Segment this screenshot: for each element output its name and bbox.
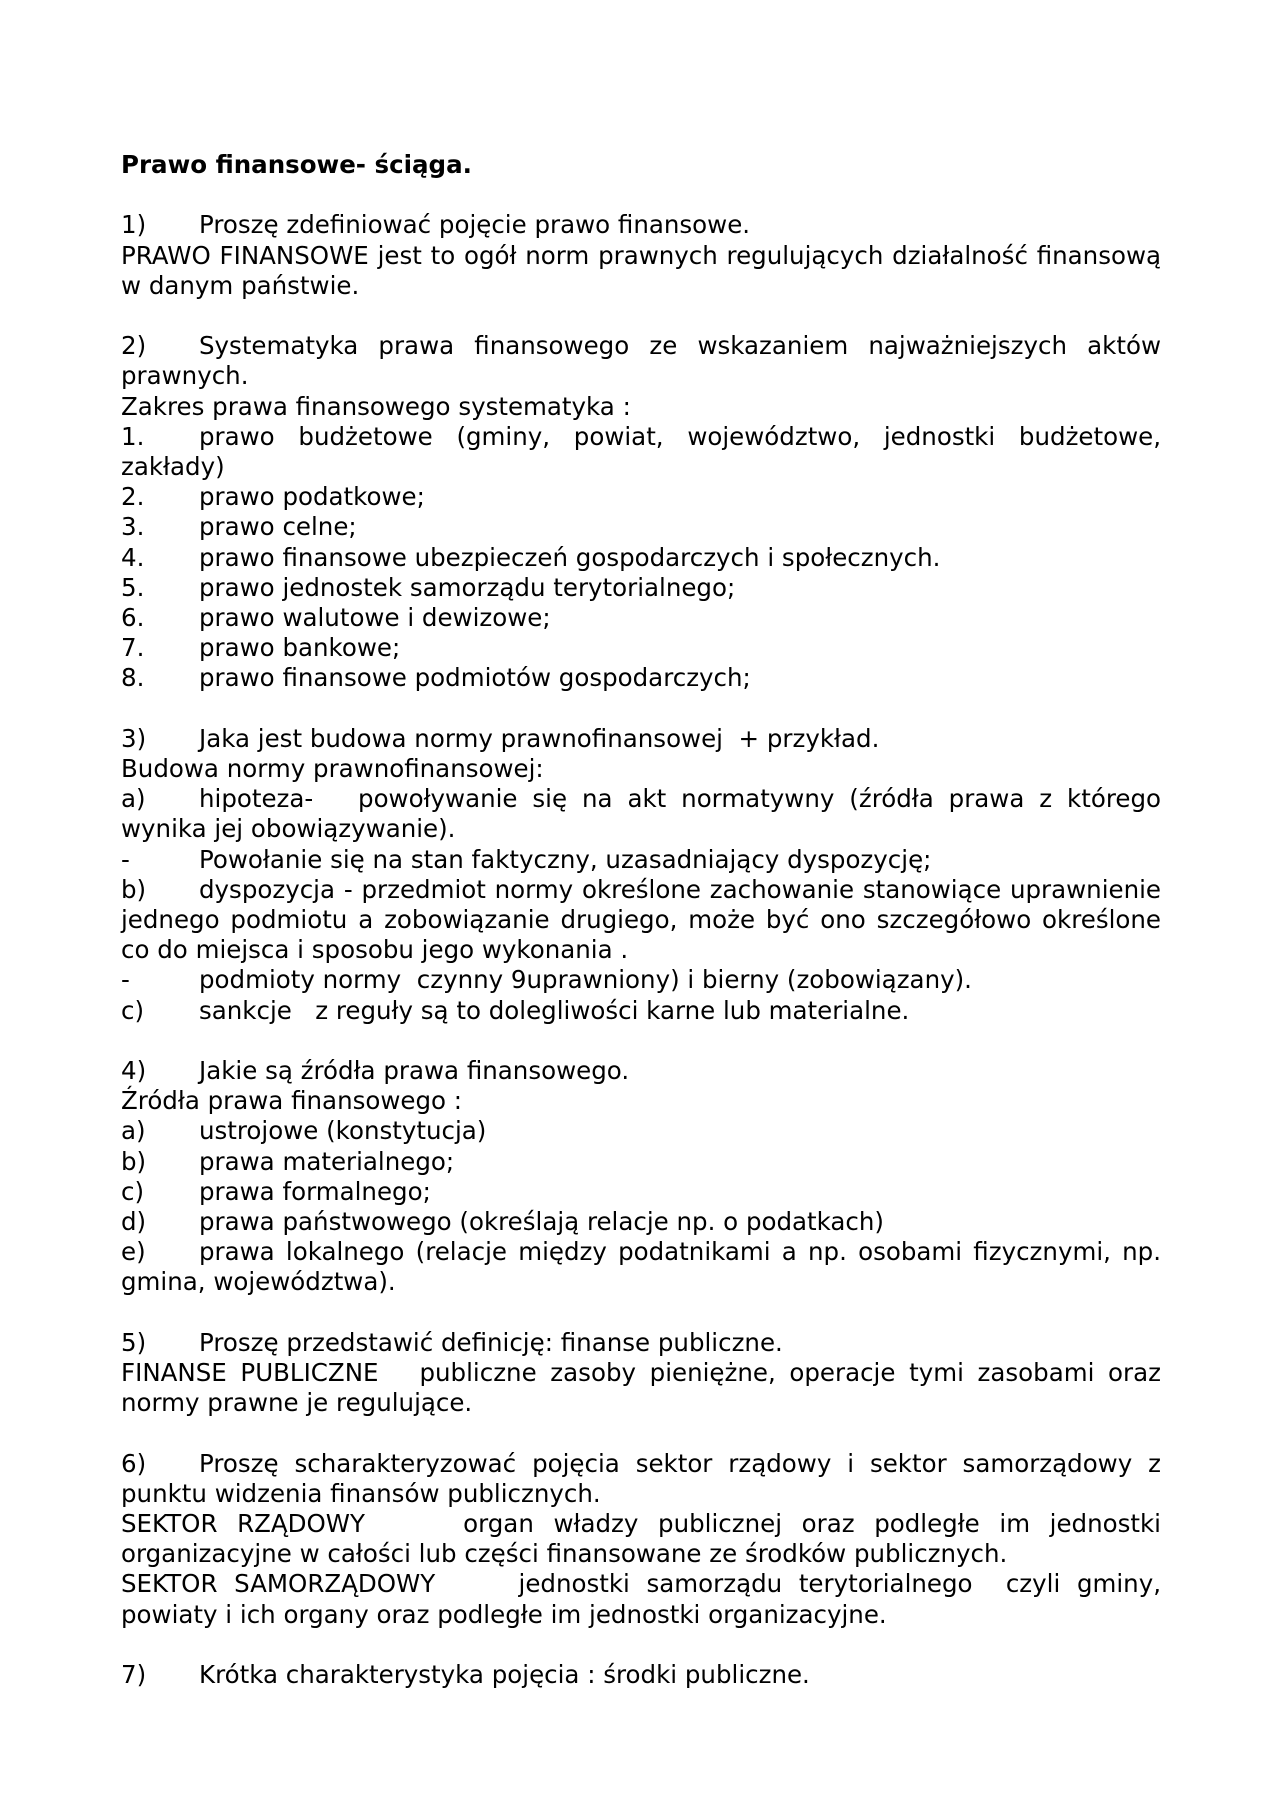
list-item (121, 996, 1161, 1026)
list-marker: b) (121, 874, 147, 904)
question-number: 1) (121, 210, 147, 240)
list-text: prawa formalnego; (199, 1176, 431, 1206)
section-6 (121, 1448, 1169, 1630)
list-item (121, 1116, 1161, 1146)
question-number: 5) (121, 1327, 147, 1357)
list-item (121, 965, 1161, 995)
list-item (121, 422, 1161, 482)
list-marker: 7. (121, 633, 145, 663)
list-item (121, 633, 1161, 663)
answer-paragraph: SEKTOR SAMORZĄDOWY jednostki samorządu terytorialnego czyli gminy, powiaty i ich organy oraz podległe im jednostki organizacyjne. (121, 1569, 1169, 1629)
list-text: prawa lokalnego (relacje między podatnikami a np. osobami fizycznymi, np. gmina, województwa). (121, 1237, 1161, 1297)
question-6 (121, 1449, 1161, 1509)
list-text: prawo walutowe i dewizowe; (199, 603, 551, 632)
list-item (121, 482, 1161, 512)
list-item (121, 573, 1161, 603)
question-7 (121, 1660, 1161, 1690)
list-marker: 5. (121, 572, 145, 602)
question-number: 3) (121, 723, 147, 753)
answer-paragraph: PRAWO FINANSOWE jest to ogół norm prawnych regulujących działalność finansową w danym państwie. (121, 240, 1161, 300)
list-text: prawa materialnego; (199, 1146, 455, 1176)
list-item (121, 603, 1161, 633)
list-item (121, 1177, 1161, 1207)
answer-paragraph: FINANSE PUBLICZNE publiczne zasoby pieniężne, operacje tymi zasobami oraz normy prawne je regulujące. (121, 1358, 1169, 1418)
list-marker: a) (121, 1116, 146, 1146)
list-marker: c) (121, 1176, 145, 1206)
list-intro: Budowa normy prawnofinansowej: (121, 754, 544, 783)
list-intro: Źródła prawa finansowego : (121, 1086, 463, 1116)
list-text: hipoteza- powoływanie się na akt normatywny (źródła prawa z którego wynika jej obowiązywanie). (121, 784, 1169, 844)
list-text: prawa państwowego (określają relacje np. o podatkach) (199, 1207, 884, 1237)
question-text: Jaka jest budowa normy prawnofinansowej + przykład. (199, 723, 880, 753)
question-text: Proszę przedstawić definicję: finanse publiczne. (199, 1327, 783, 1357)
list-text: sankcje z reguły są to dolegliwości karne lub materialne. (199, 995, 910, 1025)
section-7 (121, 1660, 1161, 1690)
question-1 (121, 210, 1161, 240)
list-text: prawo budżetowe (gminy, powiat, województwo, jednostki budżetowe, zakłady) (121, 421, 1161, 481)
question-text: Jakie są źródła prawa finansowego. (199, 1056, 630, 1086)
list-item (121, 845, 1161, 875)
question-5 (121, 1328, 1161, 1358)
document-page (121, 150, 1169, 1720)
list-item (121, 543, 1161, 573)
list-marker: - (121, 965, 130, 995)
list-text: Powołanie się na stan faktyczny, uzasadniający dyspozycję; (199, 844, 932, 874)
list-marker: 6. (121, 603, 145, 632)
question-text: Proszę scharakteryzować pojęcia sektor rządowy i sektor samorządowy z punktu widzenia finansów publicznych. (121, 1448, 1161, 1508)
section-2 (121, 331, 1161, 693)
section-1 (121, 210, 1161, 301)
list-item (121, 784, 1169, 844)
section-3 (121, 723, 1169, 1026)
list-marker: 4. (121, 542, 145, 572)
list-text: dyspozycja - przedmiot normy określone zachowanie stanowiące uprawnienie jednego podmiotu a zobowiązanie drugiego, może być ono szczegółowo określone co do miejsca i sposobu jego wykonania . (121, 874, 1161, 965)
list-marker: 3. (121, 512, 145, 542)
list-marker: 2. (121, 482, 145, 512)
section-4 (121, 1056, 1161, 1298)
question-3 (121, 724, 1161, 754)
section-5 (121, 1327, 1169, 1419)
list-text: prawo bankowe; (199, 633, 401, 663)
list-item (121, 875, 1161, 966)
list-text: prawo podatkowe; (199, 482, 425, 512)
list-item (121, 1237, 1161, 1297)
question-2 (121, 331, 1161, 391)
list-marker: 1. (121, 421, 145, 451)
answer-paragraph: SEKTOR RZĄDOWY organ władzy publicznej oraz podległe im jednostki organizacyjne w całości lub części finansowane ze środków publicznych. (121, 1509, 1169, 1569)
question-text: Proszę zdefiniować pojęcie prawo finansowe. (199, 210, 751, 240)
list-marker: c) (121, 995, 145, 1025)
list-marker: d) (121, 1207, 147, 1237)
list-marker: b) (121, 1146, 147, 1176)
list-text: ustrojowe (konstytucja) (199, 1116, 487, 1146)
list-item (121, 1147, 1161, 1177)
list-text: prawo jednostek samorządu terytorialnego; (199, 572, 736, 602)
question-number: 7) (121, 1660, 147, 1690)
list-text: podmioty normy czynny 9uprawniony) i bierny (zobowiązany). (199, 965, 972, 995)
list-item (121, 663, 1161, 693)
question-4 (121, 1056, 1161, 1086)
question-text: Krótka charakterystyka pojęcia : środki publiczne. (199, 1660, 810, 1690)
question-number: 2) (121, 331, 147, 361)
list-marker: - (121, 844, 130, 874)
list-intro: Zakres prawa finansowego systematyka : (121, 391, 631, 421)
list-item (121, 512, 1161, 542)
list-text: prawo celne; (199, 512, 357, 542)
list-marker: 8. (121, 663, 145, 693)
question-number: 4) (121, 1056, 147, 1086)
list-marker: a) (121, 784, 146, 814)
question-number: 6) (121, 1448, 147, 1478)
list-marker: e) (121, 1237, 146, 1267)
list-text: prawo finansowe podmiotów gospodarczych; (199, 663, 751, 693)
list-item (121, 1207, 1161, 1237)
list-text: prawo finansowe ubezpieczeń gospodarczych i społecznych. (199, 542, 941, 572)
question-text: Systematyka prawa finansowego ze wskazaniem najważniejszych aktów prawnych. (121, 331, 1161, 391)
document-title: Prawo finansowe- ściąga. (121, 150, 472, 179)
